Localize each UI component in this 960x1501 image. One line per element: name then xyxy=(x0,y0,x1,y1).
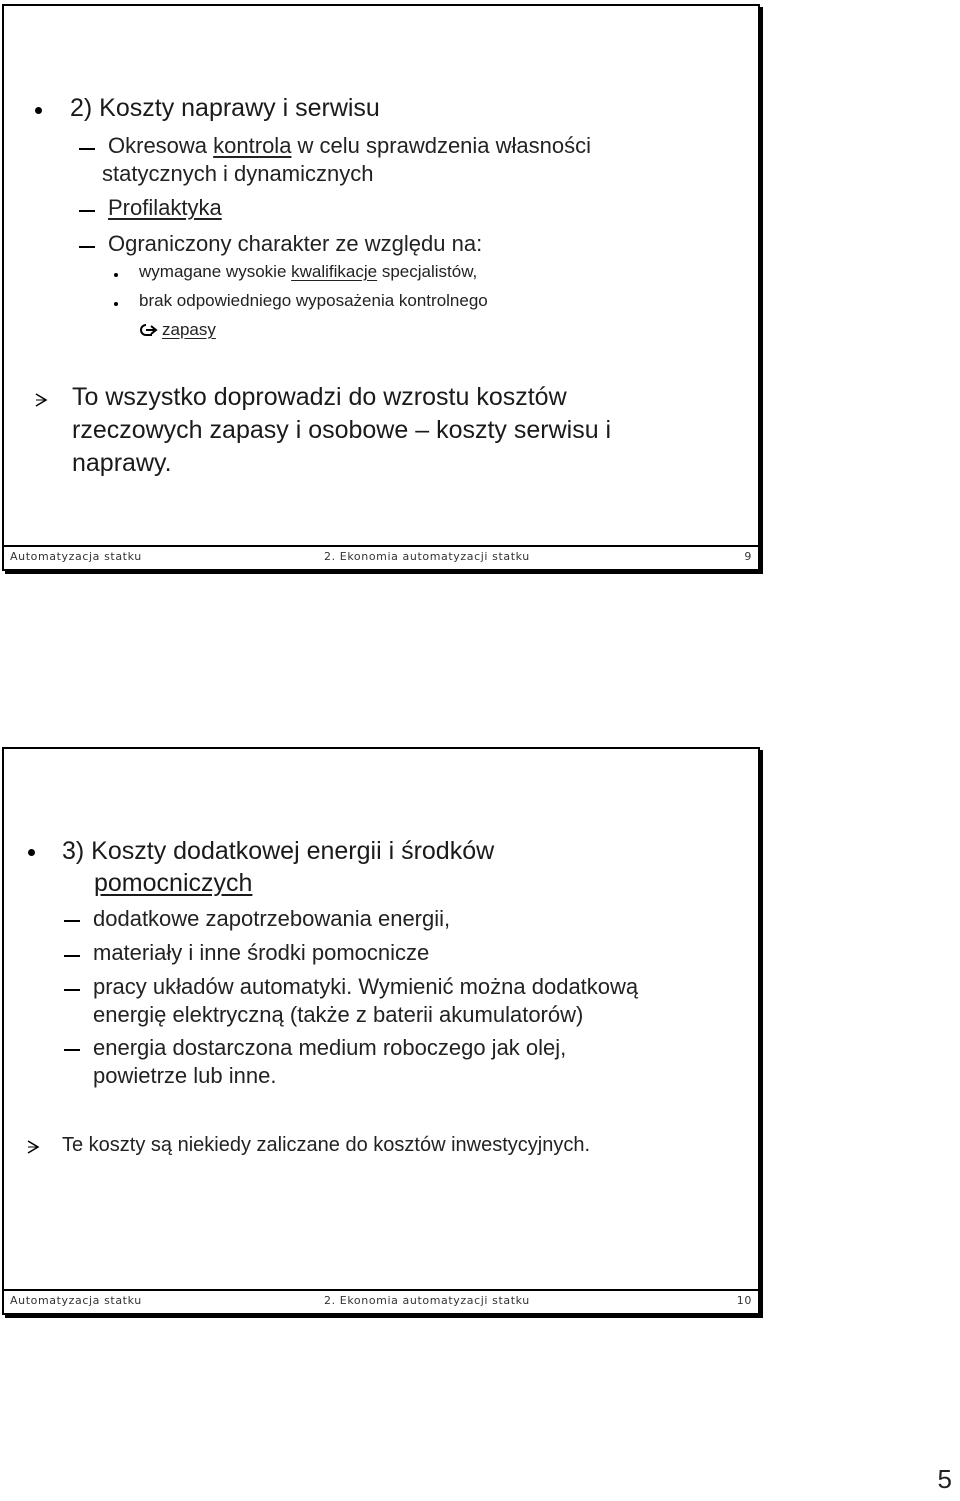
zapasy-link[interactable]: zapasy xyxy=(162,320,216,339)
slide9-item1: Okresowa kontrola w celu sprawdzenia własności xyxy=(108,133,592,158)
page-number: 5 xyxy=(937,1464,952,1494)
bullet-icon xyxy=(28,849,35,856)
slide9-sub2: brak odpowiedniego wyposażenia kontrolnego xyxy=(139,291,488,310)
chevron-arrow-icon xyxy=(26,1139,40,1155)
slide9-item1-cont: statycznych i dynamicznych xyxy=(102,161,374,186)
slide9-footer xyxy=(4,545,758,569)
chevron-arrow-icon xyxy=(34,392,48,408)
dash-icon xyxy=(79,210,95,212)
slide10-item3-2: energię elektryczną (także z baterii akumulatorów) xyxy=(93,1002,584,1027)
slide10-item2: materiały i inne środki pomocnicze xyxy=(93,940,430,965)
dash-icon xyxy=(64,1049,80,1051)
slide10-heading-2: pomocniczych xyxy=(94,869,253,897)
dash-icon xyxy=(79,246,95,248)
footer-mid: 2. Ekonomia automatyzacji statku xyxy=(324,550,530,563)
dash-icon xyxy=(64,955,80,957)
dash-icon xyxy=(64,989,80,991)
slide-10 xyxy=(2,747,760,1315)
footer-left: Automatyzacja statku xyxy=(10,1294,142,1307)
footer-left: Automatyzacja statku xyxy=(10,550,142,563)
bullet-icon xyxy=(35,107,42,114)
slide9-conclusion-3: naprawy. xyxy=(72,449,172,477)
bullet-icon xyxy=(114,302,118,306)
slide10-item1: dodatkowe zapotrzebowania energii, xyxy=(93,906,451,931)
dash-icon xyxy=(64,920,80,922)
slide9-conclusion-1: To wszystko doprowadzi do wzrostu kosztów xyxy=(72,383,567,411)
slide10-item3-1: pracy układów automatyki. Wymienić można dodatkową xyxy=(93,974,639,999)
slide10-item4-1: energia dostarczona medium roboczego jak olej, xyxy=(93,1035,567,1060)
implies-arrow-icon xyxy=(138,322,158,338)
slide10-heading-1: 3) Koszty dodatkowej energii i środków xyxy=(62,837,495,865)
bullet-icon xyxy=(114,273,118,277)
footer-mid: 2. Ekonomia automatyzacji statku xyxy=(324,1294,530,1307)
profilaktyka-link[interactable]: Profilaktyka xyxy=(108,195,222,220)
kontrola-link[interactable]: kontrola xyxy=(213,133,292,158)
slide9-heading: 2) Koszty naprawy i serwisu xyxy=(70,94,380,122)
footer-slide-number: 10 xyxy=(736,1294,752,1307)
slide10-item4-2: powietrze lub inne. xyxy=(93,1063,277,1088)
slide10-footer xyxy=(4,1289,758,1313)
kwalifikacje-link[interactable]: kwalifikacje xyxy=(291,262,378,281)
dash-icon xyxy=(79,148,95,150)
footer-slide-number: 9 xyxy=(744,550,752,563)
slide-9 xyxy=(2,4,760,571)
slide9-conclusion-2: rzeczowych zapasy i osobowe – koszty serwisu i xyxy=(72,416,612,444)
slide10-conclusion: Te koszty są niekiedy zaliczane do kosztów inwestycyjnych. xyxy=(62,1134,591,1156)
slide9-item3: Ograniczony charakter ze względu na: xyxy=(108,231,483,256)
slide9-sub1: wymagane wysokie kwalifikacje specjalistów, xyxy=(139,262,478,281)
